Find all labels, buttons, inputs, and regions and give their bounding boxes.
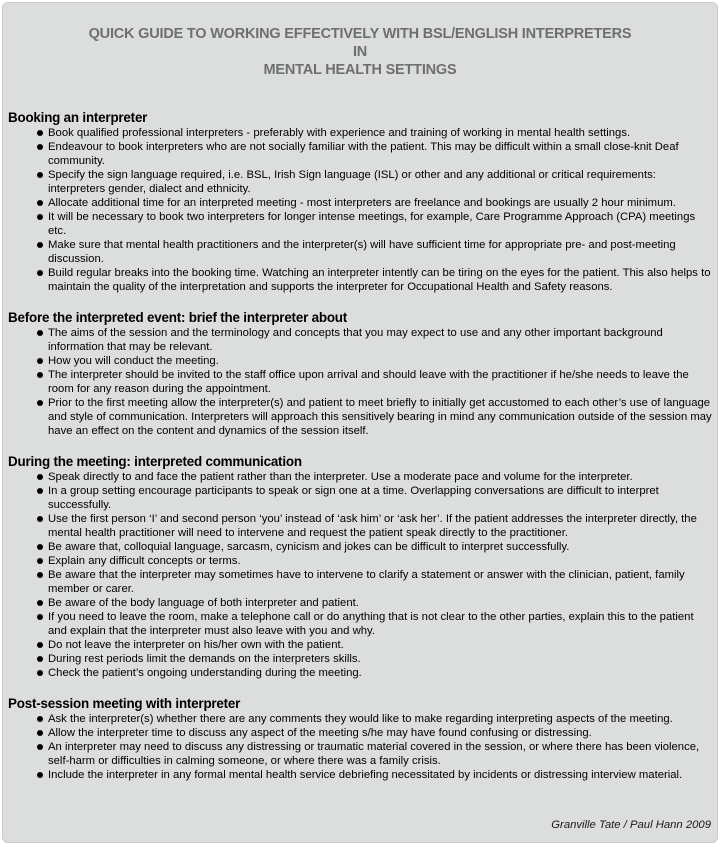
bullet-item: Include the interpreter in any formal mental health service debriefing necessitated by incidents or distressing interview material. [48, 768, 713, 782]
bullet-item: Ask the interpreter(s) whether there are any comments they would like to make regarding interpreting aspects of the meeting. [48, 712, 713, 726]
bullet-item: An interpreter may need to discuss any distressing or traumatic material covered in the session, or where there has been violence, self-harm or difficulties in calming someone, or where there was a family crisis. [48, 740, 713, 768]
section-before-event [8, 310, 713, 438]
bullet-item: How you will conduct the meeting. [48, 354, 713, 368]
bullet-item: Explain any difficult concepts or terms. [48, 554, 713, 568]
bullet-list [8, 470, 713, 680]
bullet-item: During rest periods limit the demands on the interpreters skills. [48, 652, 713, 666]
bullet-item: Allow the interpreter time to discuss any aspect of the meeting s/he may have found confusing or distressing. [48, 726, 713, 740]
bullet-item: Use the first person ‘I’ and second person ‘you’ instead of ‘ask him’ or ‘ask her’. If the patient addresses the interpreter directly, the mental health practitioner will need to intervene and request the patient speak directly to the practitioner. [48, 512, 713, 540]
document-title [3, 25, 717, 79]
title-line-1: QUICK GUIDE TO WORKING EFFECTIVELY WITH BSL/ENGLISH INTERPRETERS [88, 26, 632, 42]
bullet-item: Prior to the first meeting allow the interpreter(s) and patient to meet briefly to initially get accustomed to each other’s use of language and style of communication. Interpreters will approach this sensitively bearing in mind any communication outside of the session may have an effect on the content and dynamics of the session itself. [48, 397, 712, 437]
bullet-item: Speak directly to and face the patient rather than the interpreter. Use a moderate pace and volume for the interpreter. [48, 470, 713, 484]
section-heading: During the meeting: interpreted communication [8, 454, 302, 469]
title-line-3: MENTAL HEALTH SETTINGS [263, 62, 457, 78]
bullet-item: Check the patient’s ongoing understanding during the meeting. [48, 666, 713, 680]
section-post-session [8, 696, 713, 782]
bullet-item: Be aware that, colloquial language, sarcasm, cynicism and jokes can be difficult to interpret successfully. [48, 540, 713, 554]
section-booking [8, 110, 713, 294]
bullet-list [8, 326, 713, 438]
title-line-2: IN [352, 44, 368, 60]
bullet-list [8, 126, 713, 294]
bullet-item: Specify the sign language required, i.e. BSL, Irish Sign language (ISL) or other and any additional or critical requirements: interpreters gender, dialect and ethnicity. [48, 168, 713, 196]
bullet-item: Allocate additional time for an interpreted meeting - most interpreters are freelance and bookings are usually 2 hour minimum. [48, 196, 713, 210]
bullet-item: The interpreter should be invited to the staff office upon arrival and should leave with the practitioner if he/she needs to leave the room for any reason during the appointment. [48, 368, 713, 396]
bullet-item: The aims of the session and the terminology and concepts that you may expect to use and any other important background information that may be relevant. [48, 326, 713, 354]
guide-sheet [2, 2, 718, 843]
bullet-item: Be aware of the body language of both interpreter and patient. [48, 596, 713, 610]
bullet-item: It will be necessary to book two interpreters for longer intense meetings, for example, Care Programme Approach (CPA) meetings etc. [48, 210, 713, 238]
credit-line: Granville Tate / Paul Hann 2009 [551, 819, 711, 831]
section-heading: Before the interpreted event: brief the interpreter about [8, 310, 348, 325]
bullet-item: In a group setting encourage participants to speak or sign one at a time. Overlapping conversations are difficult to interpret successfully. [48, 484, 713, 512]
bullet-item: Do not leave the interpreter on his/her own with the patient. [48, 638, 713, 652]
bullet-item: Be aware that the interpreter may sometimes have to intervene to clarify a statement or answer with the clinician, patient, family member or carer. [48, 568, 713, 596]
bullet-item: Make sure that mental health practitioners and the interpreter(s) will have sufficient time for appropriate pre- and post-meeting discussion. [48, 238, 713, 266]
bullet-item: If you need to leave the room, make a telephone call or do anything that is not clear to the other parties, explain this to the patient and explain that the interpreter must also leave with you and why. [48, 610, 713, 638]
bullet-list [8, 712, 713, 782]
section-during-meeting [8, 454, 713, 680]
section-heading: Post-session meeting with interpreter [8, 696, 241, 711]
bullet-item: Build regular breaks into the booking time. Watching an interpreter intently can be tiring on the eyes for the patient. This also helps to maintain the quality of the interpretation and supports the interpreter for Occupational Health and Safety reasons. [48, 266, 713, 294]
bullet-item: Endeavour to book interpreters who are not socially familiar with the patient. This may be difficult within a small close-knit Deaf community. [48, 140, 713, 168]
bullet-item: Book qualified professional interpreters - preferably with experience and training of working in mental health settings. [48, 126, 713, 140]
sections-container [3, 110, 717, 782]
section-heading: Booking an interpreter [8, 110, 148, 125]
